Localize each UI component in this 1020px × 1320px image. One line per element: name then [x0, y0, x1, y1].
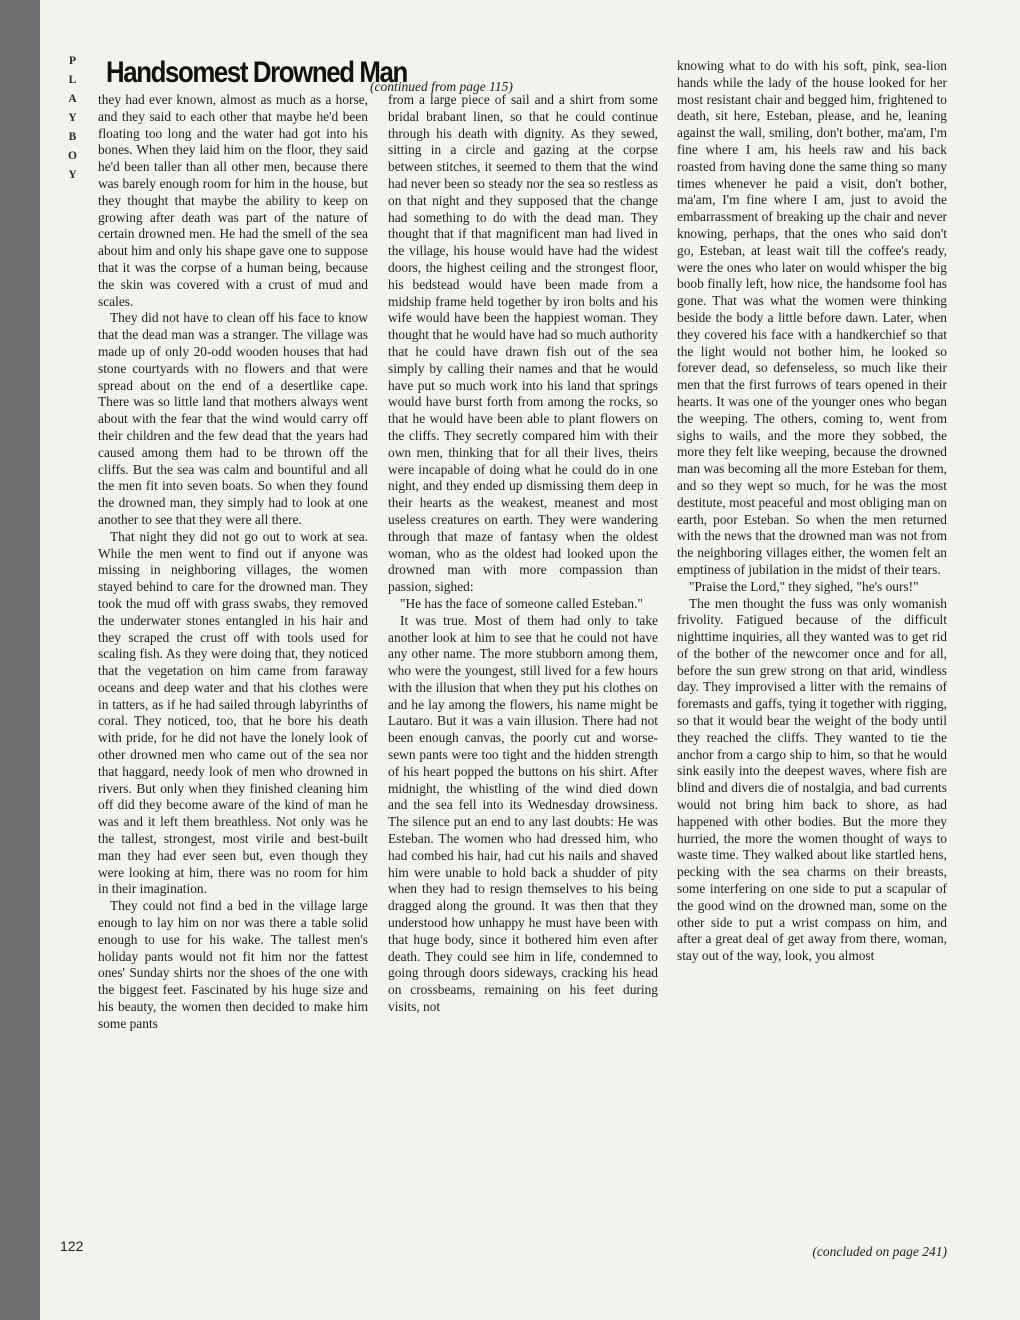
article-title: Handsomest Drowned Man: [106, 56, 407, 89]
title-letter: L: [68, 74, 78, 86]
paragraph: It was true. Most of them had only to take another look at him to see that he could not have any other name. The more stubborn among them, who were the youngest, still lived for a few hours with the illusion that when they put his clothes on and he lay among the flowers, his name might be Lautaro. But it was a vain illusion. There had not been enough canvas, the poorly cut and worse-sewn pants were too tight and the hidden strength of his heart popped the buttons on his shirt. After midnight, the whistling of the wind died down and the sea fell into its Wednesday drowsiness. The silence put an end to any last doubts: He was Esteban. The women who had dressed him, who had combed his hair, had cut his nails and shaved him were unable to hold back a shudder of pity when they had to resign themselves to his being dragged along the ground. It was then that they understood how unhappy he must have been with that huge body, since it bothered him even after death. They could see him in life, condemned to going through doors sideways, cracking his head on crossbeams, remaining on his feet during visits, not: [388, 612, 658, 1015]
title-letter: B: [68, 131, 78, 143]
title-letter: Y: [68, 169, 78, 181]
continued-from-note: (continued from page 115): [370, 79, 513, 94]
text-column-3: [677, 58, 947, 965]
title-letter: O: [68, 150, 78, 162]
paragraph: The men thought the fuss was only womanish frivolity. Fatigued because of the difficult nighttime inquiries, all they wanted was to get rid of the bother of the newcomer once and for all, before the sun grew strong on that arid, windless day. They improvised a litter with the remains of foremasts and gaffs, tying it together with rigging, so that it would bear the weight of the body until they reached the cliffs. They wanted to tie the anchor from a cargo ship to him, so that he would sink easily into the deepest waves, where fish are blind and divers die of nostalgia, and bad currents would not bring him back to shore, as had happened with other bodies. But the more they hurried, the more the women thought of ways to waste time. They walked about like startled hens, pecking with the sea charms on their breasts, some interfering on one side to put a scapular of the good wind on the drowned man, some on the other side to put a wrist compass on him, and after a great deal of get away from there, woman, stay out of the way, look, you almost: [677, 595, 947, 964]
paragraph: "He has the face of someone called Esteban.": [400, 595, 643, 611]
title-letter: Y: [68, 112, 78, 124]
paragraph: knowing what to do with his soft, pink, sea-lion hands while the lady of the house looked for her most resistant chair and begged him, frightened to death, sit here, Esteban, please, and he, leaning against the wall, smiling, don't bother, ma'am, I'm fine where I am, his heels raw and his back roasted from having done the same thing so many times whenever he paid a visit, don't bother, ma'am, I'm fine where I am, just to avoid the embarrassment of breaking up the chair and never knowing, perhaps, that the ones who said don't go, Esteban, at least wait till the coffee's ready, were the ones who later on would whisper the big boob finally left, how nice, the handsome fool has gone. That was what the women were thinking beside the body a little before dawn. Later, when they covered his face with a handkerchief so that the light would not bother him, he looked so forever dead, so defenseless, so much like their men that the first furrows of tears opened in their hearts. It was one of the younger ones who began the weeping. The others, coming to, went from sighs to wails, and the more they sobbed, the more they felt like weeping, because the drowned man was becoming all the more Esteban for them, and so they wept so much, for he was the most destitute, most peaceful and most obliging man on earth, poor Esteban. So when the men returned with the news that the drowned man was not from the neighboring villages either, the women felt an emptiness of jubilation in the midst of their tears.: [677, 58, 947, 577]
magazine-vertical-title: [66, 52, 80, 185]
paragraph: They did not have to clean off his face to know that the dead man was a stranger. The village was made up of only 20-odd wooden houses that had stone courtyards with no flowers and that were spread about on the end of a desertlike cape. There was so little land that mothers always went about with the fear that the wind would carry off their children and the few dead that the years had caused among them had to be thrown off the cliffs. But the sea was calm and bountiful and all the men fit into seven boats. So when they found the drowned man, they simply had to look at one another to see that they were all there.: [98, 310, 368, 527]
text-column-1: [98, 92, 368, 1033]
paragraph: "Praise the Lord," they sighed, "he's ours!": [689, 578, 919, 594]
paragraph: They could not find a bed in the village large enough to lay him on nor was there a table solid enough to use for his wake. The tallest men's holiday pants would not fit him nor the fattest ones' Sunday shirts nor the shoes of the one with the biggest feet. Fascinated by his huge size and his beauty, the women then decided to make him some pants: [98, 898, 368, 1031]
paragraph: from a large piece of sail and a shirt from some bridal brabant linen, so that he could continue through his death with dignity. As they sewed, sitting in a circle and gazing at the corpse between stitches, it seemed to them that the wind had never been so steady nor the sea so restless as on that night and they supposed that the change had something to do with the dead man. They thought that if that magnificent man had lived in the village, his house would have had the widest doors, the highest ceiling and the strongest floor, his bedstead would have been made from a midship frame held together by iron bolts and his wife would have been the happiest woman. They thought that he would have had so much authority that he could have drawn fish out of the sea simply by calling their names and that he would have put so much work into his land that springs would have burst forth from among the rocks, so that he would have been able to plant flowers on the cliffs. They secretly compared him with their own men, thinking that for all their lives, theirs were incapable of doing what he could do in one night, and they ended up dismissing them deep in their hearts as the weakest, meanest and most useless creatures on earth. They were wandering through that maze of fantasy when the oldest woman, who as the oldest had looked upon the drowned man with more compassion than passion, sighed:: [388, 92, 658, 595]
paragraph: they had ever known, almost as much as a horse, and they said to each other that maybe he'd been floating too long and the water had got into his bones. When they laid him on the floor, they said he'd been taller than all other men, because there was barely enough room for him in the house, but they thought that maybe the ability to keep on growing after death was part of the nature of certain drowned men. He had the smell of the sea about him and only his shape gave one to suppose that it was the corpse of a human being, because the skin was covered with a crust of mud and scales.: [98, 92, 368, 309]
text-column-2: [388, 92, 658, 1016]
page-number: 122: [60, 1238, 84, 1254]
concluded-on-note: (concluded on page 241): [812, 1244, 947, 1259]
title-letter: A: [68, 93, 78, 105]
magazine-page: [40, 0, 1020, 1320]
paragraph: That night they did not go out to work at sea. While the men went to find out if anyone was missing in neighboring villages, the women stayed behind to care for the drowned man. They took the mud off with grass swabs, they removed the underwater stones entangled in his hair and they scraped the crust off with tools used for scaling fish. As they were doing that, they noticed that the vegetation on him came from faraway oceans and deep water and that his clothes were in tatters, as if he had sailed through labyrinths of coral. They noticed, too, that he bore his death with pride, for he did not have the lonely look of other drowned men who came out of the sea nor that haggard, needy look of men who drowned in rivers. But only when they finished cleaning him off did they become aware of the kind of man he was and it left them breathless. Not only was he the tallest, strongest, most virile and best-built man they had ever seen but, even though they were looking at him, there was no room for him in their imagination.: [98, 528, 368, 897]
title-letter: P: [68, 55, 78, 67]
